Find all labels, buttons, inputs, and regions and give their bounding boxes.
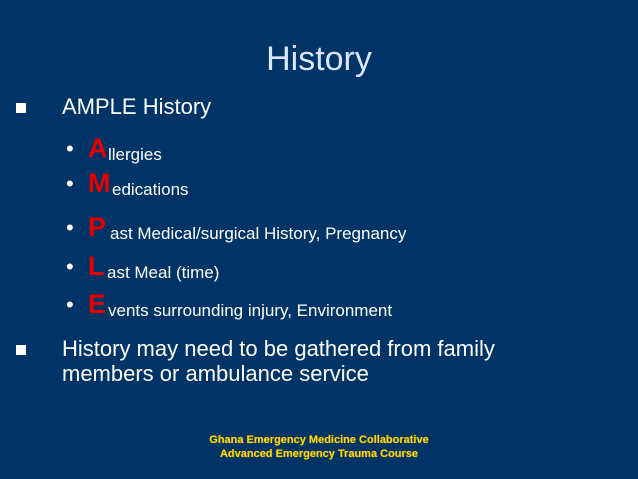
acronym-letter: P — [88, 212, 107, 242]
acronym-letter: A — [88, 133, 108, 163]
item-text: vents surrounding injury, Environment — [108, 301, 393, 320]
acronym-letter: L — [88, 251, 105, 281]
bullet-text: AMPLE History — [62, 94, 212, 119]
acronym-letter: E — [88, 289, 107, 319]
item-text: edications — [112, 180, 189, 199]
item-text: llergies — [108, 145, 162, 164]
footer — [0, 433, 638, 461]
dot-bullet-icon: • — [66, 215, 74, 240]
acronym-letter: M — [88, 168, 111, 198]
footer-line-2: Advanced Emergency Trauma Course — [219, 448, 419, 460]
bullet-text-line2: members or ambulance service — [62, 361, 369, 386]
square-bullet-icon — [16, 103, 26, 113]
dot-bullet-icon: • — [66, 292, 74, 317]
square-bullet-icon — [16, 345, 26, 355]
item-text: ast Medical/surgical History, Pregnancy — [110, 224, 407, 243]
dot-bullet-icon: • — [66, 136, 74, 161]
slide-title: History — [266, 40, 372, 78]
dot-bullet-icon: • — [66, 171, 74, 196]
bullet-text-line1: History may need to be gathered from family — [62, 336, 495, 361]
dot-bullet-icon: • — [66, 254, 74, 279]
footer-line-1: Ghana Emergency Medicine Collaborative — [209, 434, 429, 446]
item-text: ast Meal (time) — [107, 263, 220, 282]
